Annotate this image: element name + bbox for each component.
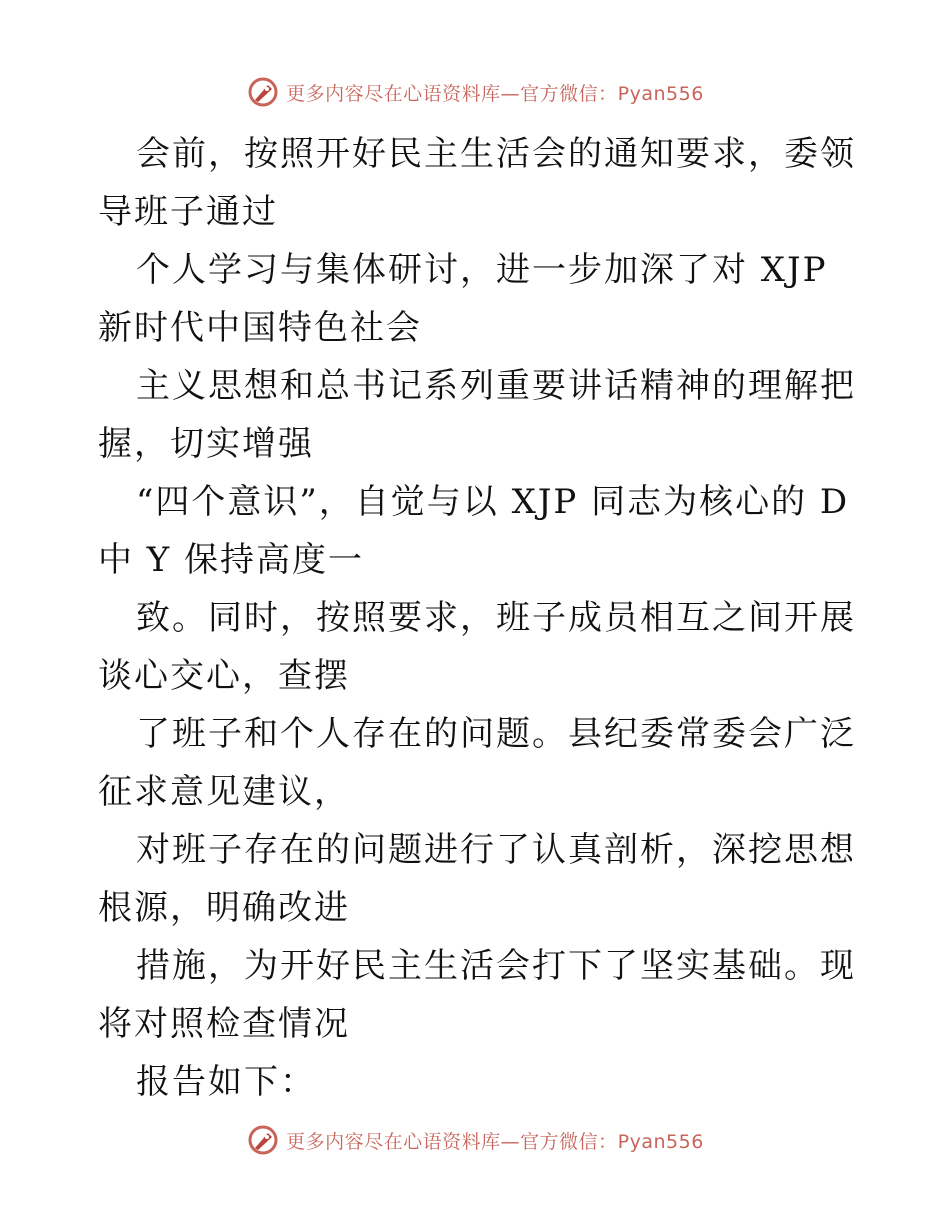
paragraph-line: 会前，按照开好民主生活会的通知要求，委领导班子通过 — [98, 134, 856, 232]
paragraph-line: “四个意识”，自觉与以 XJP 同志为核心的 D 中 Y 保持高度一 — [98, 482, 850, 580]
watermark-text: 更多内容尽在心语资料库—官方微信：Pyan556 — [286, 82, 704, 105]
document-body — [98, 125, 858, 1111]
watermark-text: 更多内容尽在心语资料库—官方微信：Pyan556 — [286, 1130, 704, 1153]
paragraph-line: 措施，为开好民主生活会打下了坚实基础。现将对照检查情况 — [98, 946, 856, 1044]
paragraph-line: 报告如下： — [136, 1062, 316, 1102]
paragraph-line: 致。同时，按照要求，班子成员相互之间开展谈心交心，查摆 — [98, 598, 856, 696]
paragraph-line: 主义思想和总书记系列重要讲话精神的理解把握，切实增强 — [98, 366, 856, 464]
paragraph-line: 对班子存在的问题进行了认真剖析，深挖思想根源，明确改进 — [98, 830, 856, 928]
pen-nib-logo-icon — [246, 1123, 280, 1157]
footer-watermark — [0, 1120, 950, 1160]
paragraph-line: 个人学习与集体研讨，进一步加深了对 XJP 新时代中国特色社会 — [98, 250, 828, 348]
header-watermark — [0, 72, 950, 112]
pen-nib-logo-icon — [246, 75, 280, 109]
paragraph-line: 了班子和个人存在的问题。县纪委常委会广泛征求意见建议， — [98, 714, 856, 812]
